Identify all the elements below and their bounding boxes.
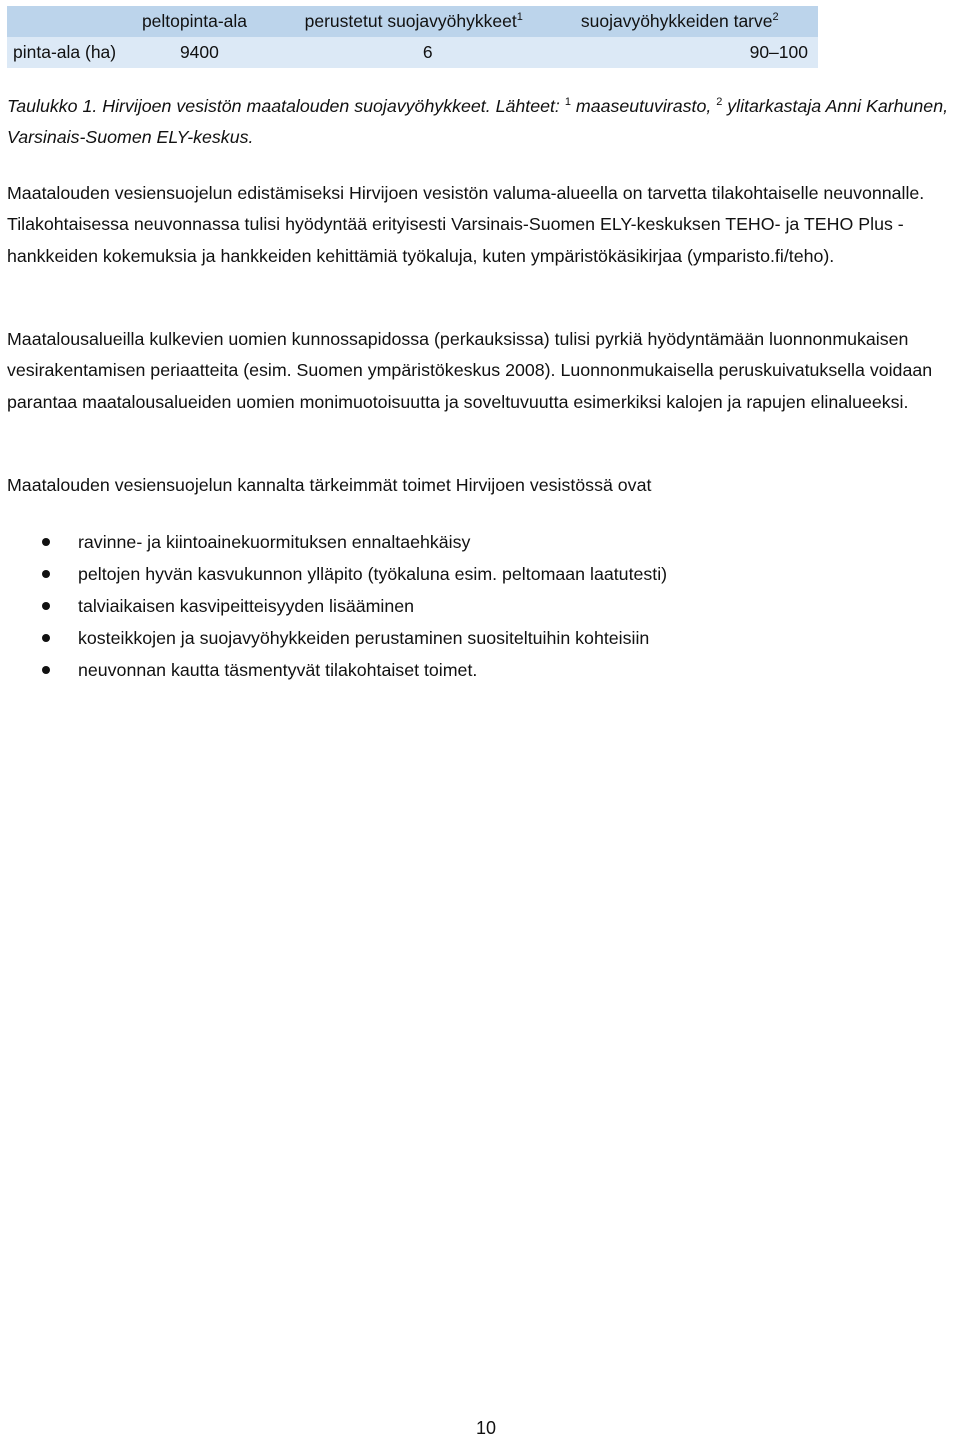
- footnote-marker: 1: [516, 11, 523, 24]
- bullet-icon: [42, 538, 50, 546]
- bullet-icon: [42, 570, 50, 578]
- list-item: peltojen hyvän kasvukunnon ylläpito (työkaluna esim. peltomaan laatutesti): [0, 558, 960, 590]
- bullet-icon: [42, 602, 50, 610]
- table-header-cell: suojavyöhykkeiden tarve$^2$: [580, 11, 779, 31]
- footnote-marker: 2: [772, 11, 779, 24]
- list-item: talviaikaisen kasvipeitteisyyden lisääminen: [0, 590, 960, 622]
- list-item: neuvonnan kautta täsmentyvät tilakohtaiset toimet.: [0, 654, 960, 686]
- table-cell: 9400: [179, 42, 219, 62]
- bullet-icon: [42, 634, 50, 642]
- table-header-cell: perustetut suojavyöhykkeet$^1$: [304, 11, 523, 31]
- table-row: [7, 37, 818, 68]
- paragraph: Maatalouden vesiensuojelun edistämiseksi Hirvijoen vesistön valuma-alueella on tarvetta tilakohtaiselle neuvonnalle. Tilakohtaisessa neuvonnassa tulisi hyödyntää erityisesti Varsinais-Suomen ELY-keskuksen TEHO- ja TEHO Plus -hankkeiden kokemuksia ja hankkeiden kehittämiä työkaluja, kuten ympäristökäsikirjaa (ymparisto.fi/teho).: [7, 183, 925, 266]
- list-item: ravinne- ja kiintoainekuormituksen ennaltaehkäisy: [0, 526, 960, 558]
- list-item: kosteikkojen ja suojavyöhykkeiden perustaminen suositeltuihin kohteisiin: [0, 622, 960, 654]
- table-header-cell: [7, 6, 138, 37]
- bullet-icon: [42, 666, 50, 674]
- table-cell: 6: [422, 42, 433, 62]
- footnote-marker: 2: [716, 96, 723, 109]
- footnote-marker: 1: [564, 96, 571, 109]
- measures-list: [0, 526, 960, 686]
- page-number: 10: [475, 1418, 497, 1438]
- table-cell: 90–100: [749, 42, 808, 62]
- paragraph: Maatalousalueilla kulkevien uomien kunnossapidossa (perkauksissa) tulisi pyrkiä hyödyntämään luonnonmukaisen vesirakentamisen periaatteita (esim. Suomen ympäristökeskus 2008). Luonnonmukaisella peruskuivatuksella voidaan parantaa maatalousalueiden uomien monimuotoisuutta ja soveltuvuutta esimerkiksi kalojen ja rapujen elinalueeksi.: [7, 329, 933, 412]
- table-caption: Taulukko 1. Hirvijoen vesistön maatalouden suojavyöhykkeet. Lähteet: $^1$ maaseutuvirasto, $^2$ ylitarkastaja Anni Karhunen, Varsinais-Suomen ELY-keskus.: [7, 96, 949, 147]
- table-header-cell: peltopinta-ala: [141, 11, 248, 31]
- table-row-label: pinta-ala (ha): [13, 42, 117, 62]
- buffer-zone-table: [7, 6, 818, 68]
- paragraph: Maatalouden vesiensuojelun kannalta tärkeimmät toimet Hirvijoen vesistössä ovat: [7, 475, 652, 495]
- table-header-row: [7, 6, 818, 37]
